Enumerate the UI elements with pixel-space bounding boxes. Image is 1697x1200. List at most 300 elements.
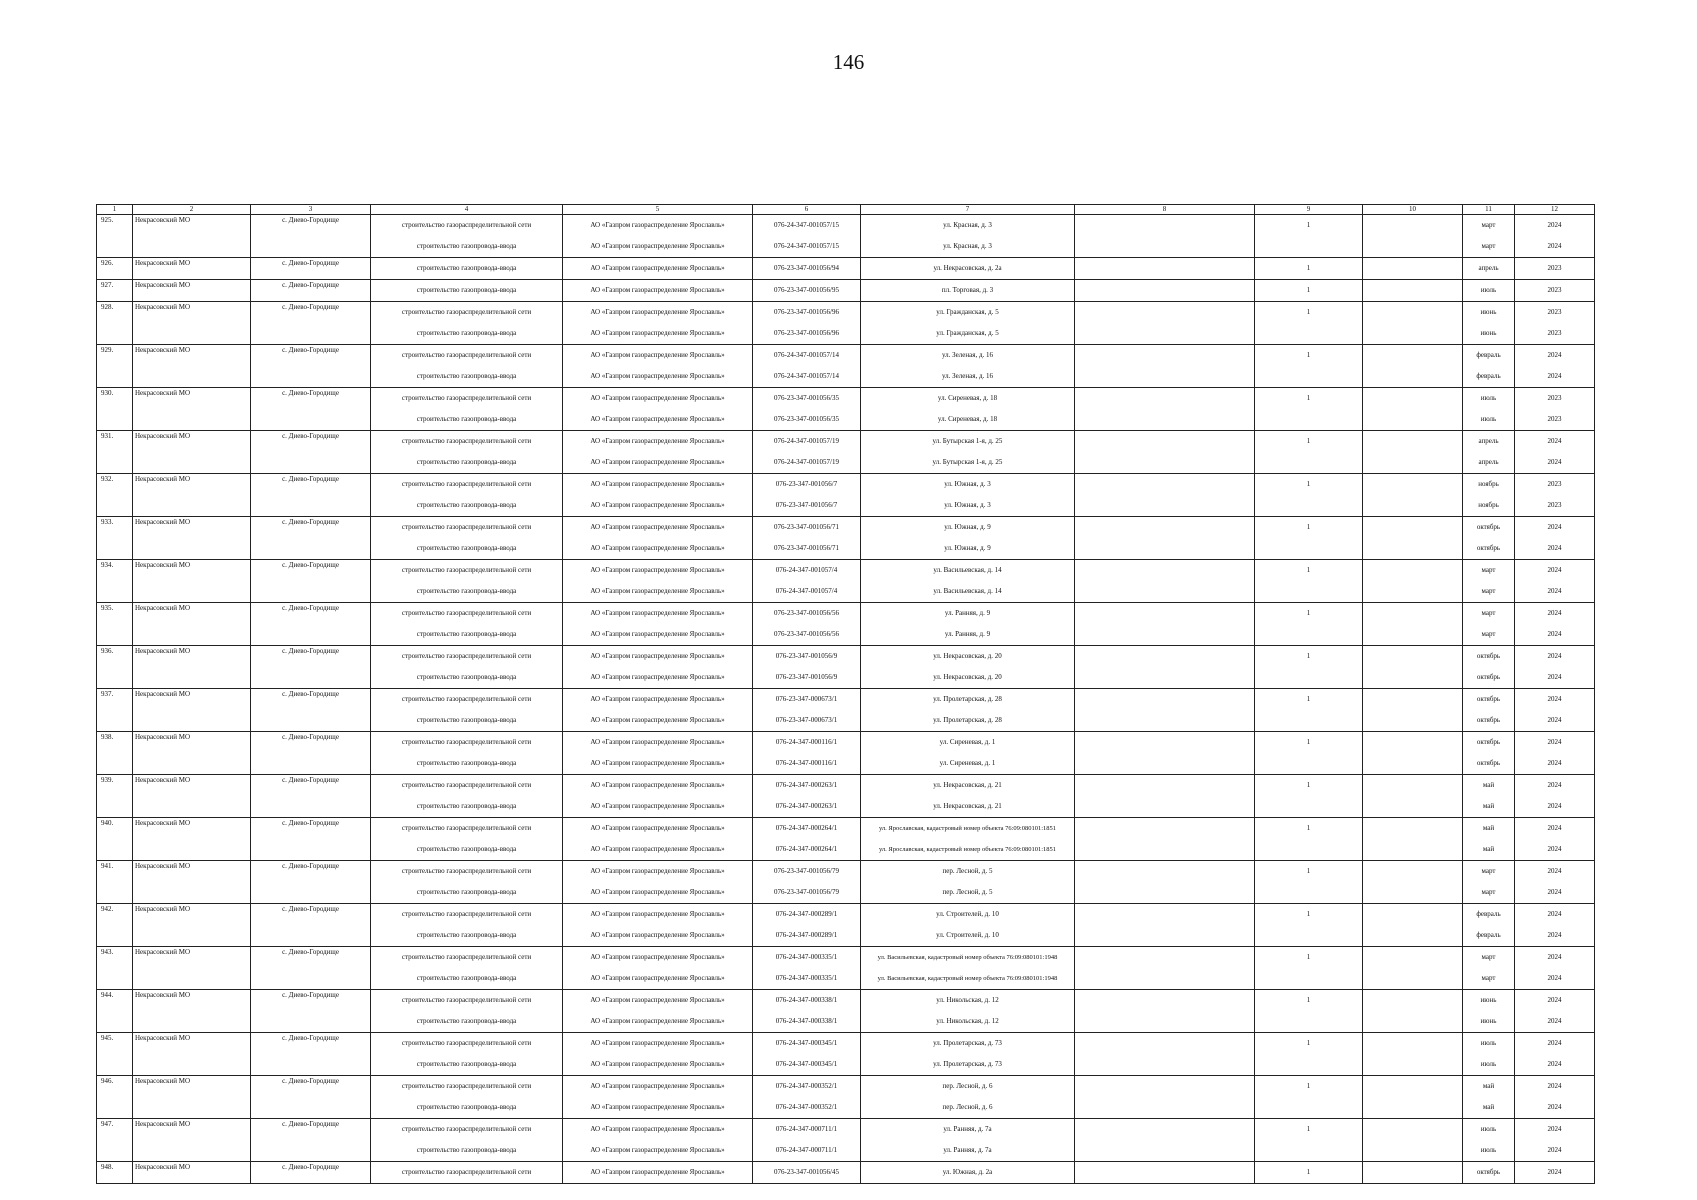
column-10-cell [1363, 1054, 1463, 1076]
quantity-cell [1255, 796, 1363, 818]
year-cell: 2023 [1515, 495, 1595, 517]
month-cell: март [1463, 215, 1515, 237]
month-cell: март [1463, 236, 1515, 258]
locality-cell: с. Диево-Городище [251, 388, 371, 410]
district-cell [133, 882, 251, 904]
quantity-cell [1255, 667, 1363, 689]
column-10-cell [1363, 1140, 1463, 1162]
month-cell: март [1463, 882, 1515, 904]
quantity-cell [1255, 323, 1363, 345]
organization-cell: АО «Газпром газораспределение Ярославль» [563, 409, 753, 431]
quantity-cell [1255, 1097, 1363, 1119]
locality-cell: с. Диево-Городище [251, 1076, 371, 1098]
quantity-cell [1255, 925, 1363, 947]
month-cell: октябрь [1463, 538, 1515, 560]
column-number-12: 12 [1515, 205, 1595, 215]
year-cell: 2024 [1515, 603, 1595, 625]
district-cell: Некрасовский МО [133, 990, 251, 1012]
column-8-cell [1075, 1140, 1255, 1162]
district-cell: Некрасовский МО [133, 775, 251, 797]
address-cell: ул. Ярославская, кадастровый номер объекта 76:09:080101:1851 [861, 818, 1075, 840]
column-8-cell [1075, 667, 1255, 689]
organization-cell: АО «Газпром газораспределение Ярославль» [563, 775, 753, 797]
row-number: 942. [97, 904, 133, 926]
district-cell: Некрасовский МО [133, 1076, 251, 1098]
address-cell: ул. Южная, д. 3 [861, 495, 1075, 517]
locality-cell: с. Диево-Городище [251, 775, 371, 797]
row-number [97, 495, 133, 517]
quantity-cell: 1 [1255, 775, 1363, 797]
request-code-cell: 076-23-347-001056/71 [753, 517, 861, 539]
row-number: 946. [97, 1076, 133, 1098]
year-cell: 2024 [1515, 215, 1595, 237]
district-cell [133, 624, 251, 646]
locality-cell [251, 667, 371, 689]
organization-cell: АО «Газпром газораспределение Ярославль» [563, 904, 753, 926]
row-number: 935. [97, 603, 133, 625]
address-cell: ул. Южная, д. 9 [861, 538, 1075, 560]
request-code-cell: 076-24-347-000264/1 [753, 839, 861, 861]
address-cell: пер. Лесной, д. 6 [861, 1076, 1075, 1098]
work-type-cell: строительство газопровода-ввода [371, 495, 563, 517]
district-cell: Некрасовский МО [133, 1119, 251, 1141]
locality-cell [251, 710, 371, 732]
column-8-cell [1075, 474, 1255, 496]
organization-cell: АО «Газпром газораспределение Ярославль» [563, 646, 753, 668]
organization-cell: АО «Газпром газораспределение Ярославль» [563, 323, 753, 345]
row-number: 940. [97, 818, 133, 840]
locality-cell [251, 236, 371, 258]
district-cell [133, 323, 251, 345]
column-10-cell [1363, 236, 1463, 258]
work-type-cell: строительство газопровода-ввода [371, 624, 563, 646]
table-row [97, 947, 1595, 969]
work-type-cell: строительство газораспределительной сети [371, 775, 563, 797]
locality-cell: с. Диево-Городище [251, 258, 371, 280]
organization-cell: АО «Газпром газораспределение Ярославль» [563, 495, 753, 517]
row-number [97, 236, 133, 258]
quantity-cell: 1 [1255, 517, 1363, 539]
quantity-cell [1255, 236, 1363, 258]
column-10-cell [1363, 1119, 1463, 1141]
organization-cell: АО «Газпром газораспределение Ярославль» [563, 1033, 753, 1055]
year-cell: 2024 [1515, 624, 1595, 646]
organization-cell: АО «Газпром газораспределение Ярославль» [563, 947, 753, 969]
district-cell [133, 667, 251, 689]
work-type-cell: строительство газораспределительной сети [371, 560, 563, 582]
locality-cell [251, 1140, 371, 1162]
month-cell: февраль [1463, 345, 1515, 367]
row-number: 933. [97, 517, 133, 539]
table-row [97, 345, 1595, 367]
work-type-cell: строительство газопровода-ввода [371, 280, 563, 302]
column-8-cell [1075, 624, 1255, 646]
quantity-cell [1255, 1054, 1363, 1076]
work-type-cell: строительство газораспределительной сети [371, 1076, 563, 1098]
locality-cell: с. Диево-Городище [251, 215, 371, 237]
request-code-cell: 076-24-347-000116/1 [753, 732, 861, 754]
work-type-cell: строительство газораспределительной сети [371, 603, 563, 625]
table-row [97, 1033, 1595, 1055]
request-code-cell: 076-23-347-001056/56 [753, 603, 861, 625]
column-10-cell [1363, 689, 1463, 711]
work-type-cell: строительство газопровода-ввода [371, 1054, 563, 1076]
table-row [97, 882, 1595, 904]
month-cell: июль [1463, 1054, 1515, 1076]
year-cell: 2024 [1515, 581, 1595, 603]
column-8-cell [1075, 258, 1255, 280]
work-type-cell: строительство газопровода-ввода [371, 710, 563, 732]
district-cell: Некрасовский МО [133, 345, 251, 367]
column-10-cell [1363, 818, 1463, 840]
work-type-cell: строительство газораспределительной сети [371, 732, 563, 754]
column-10-cell [1363, 947, 1463, 969]
month-cell: июль [1463, 1140, 1515, 1162]
column-10-cell [1363, 710, 1463, 732]
locality-cell [251, 538, 371, 560]
table-row [97, 302, 1595, 324]
locality-cell [251, 323, 371, 345]
locality-cell: с. Диево-Городище [251, 861, 371, 883]
column-8-cell [1075, 452, 1255, 474]
column-8-cell [1075, 839, 1255, 861]
table-row [97, 1119, 1595, 1141]
quantity-cell: 1 [1255, 215, 1363, 237]
column-8-cell [1075, 581, 1255, 603]
table-row [97, 236, 1595, 258]
organization-cell: АО «Газпром газораспределение Ярославль» [563, 366, 753, 388]
organization-cell: АО «Газпром газораспределение Ярославль» [563, 1162, 753, 1184]
request-code-cell: 076-24-347-000345/1 [753, 1033, 861, 1055]
table-row [97, 968, 1595, 990]
column-10-cell [1363, 775, 1463, 797]
district-cell [133, 710, 251, 732]
table-row [97, 538, 1595, 560]
district-cell: Некрасовский МО [133, 431, 251, 453]
column-8-cell [1075, 796, 1255, 818]
quantity-cell [1255, 710, 1363, 732]
address-cell: ул. Бутырская 1-я, д. 25 [861, 452, 1075, 474]
year-cell: 2023 [1515, 409, 1595, 431]
column-10-cell [1363, 560, 1463, 582]
address-cell: ул. Ранняя, д. 7а [861, 1119, 1075, 1141]
address-cell: ул. Южная, д. 3 [861, 474, 1075, 496]
address-cell: ул. Южная, д. 9 [861, 517, 1075, 539]
work-type-cell: строительство газораспределительной сети [371, 904, 563, 926]
year-cell: 2024 [1515, 667, 1595, 689]
table-row [97, 388, 1595, 410]
work-type-cell: строительство газораспределительной сети [371, 474, 563, 496]
year-cell: 2024 [1515, 1162, 1595, 1184]
year-cell: 2024 [1515, 452, 1595, 474]
work-type-cell: строительство газораспределительной сети [371, 1162, 563, 1184]
column-number-2: 2 [133, 205, 251, 215]
table-row [97, 904, 1595, 926]
year-cell: 2024 [1515, 1054, 1595, 1076]
request-code-cell: 076-23-347-001056/45 [753, 1162, 861, 1184]
locality-cell: с. Диево-Городище [251, 947, 371, 969]
locality-cell: с. Диево-Городище [251, 1119, 371, 1141]
column-10-cell [1363, 323, 1463, 345]
table-row [97, 258, 1595, 280]
address-cell: ул. Строителей, д. 10 [861, 904, 1075, 926]
organization-cell: АО «Газпром газораспределение Ярославль» [563, 882, 753, 904]
gasification-table [96, 204, 1595, 1184]
row-number: 945. [97, 1033, 133, 1055]
table-row [97, 431, 1595, 453]
table-row [97, 624, 1595, 646]
locality-cell: с. Диево-Городище [251, 517, 371, 539]
year-cell: 2024 [1515, 732, 1595, 754]
row-number [97, 796, 133, 818]
year-cell: 2024 [1515, 1097, 1595, 1119]
organization-cell: АО «Газпром газораспределение Ярославль» [563, 624, 753, 646]
request-code-cell: 076-24-347-000711/1 [753, 1140, 861, 1162]
table-row [97, 667, 1595, 689]
request-code-cell: 076-24-347-000263/1 [753, 775, 861, 797]
address-cell: ул. Васильевская, кадастровый номер объекта 76:09:080101:1948 [861, 968, 1075, 990]
district-cell: Некрасовский МО [133, 1033, 251, 1055]
work-type-cell: строительство газопровода-ввода [371, 667, 563, 689]
column-10-cell [1363, 624, 1463, 646]
month-cell: март [1463, 947, 1515, 969]
column-8-cell [1075, 345, 1255, 367]
column-10-cell [1363, 904, 1463, 926]
request-code-cell: 076-24-347-001057/19 [753, 452, 861, 474]
month-cell: апрель [1463, 431, 1515, 453]
request-code-cell: 076-24-347-000263/1 [753, 796, 861, 818]
request-code-cell: 076-24-347-000338/1 [753, 1011, 861, 1033]
row-number: 944. [97, 990, 133, 1012]
table-row [97, 1097, 1595, 1119]
request-code-cell: 076-24-347-000711/1 [753, 1119, 861, 1141]
district-cell: Некрасовский МО [133, 689, 251, 711]
table-row [97, 990, 1595, 1012]
month-cell: октябрь [1463, 732, 1515, 754]
district-cell: Некрасовский МО [133, 1162, 251, 1184]
request-code-cell: 076-23-347-001056/7 [753, 495, 861, 517]
row-number [97, 409, 133, 431]
row-number: 938. [97, 732, 133, 754]
month-cell: март [1463, 560, 1515, 582]
work-type-cell: строительство газораспределительной сети [371, 818, 563, 840]
work-type-cell: строительство газопровода-ввода [371, 753, 563, 775]
column-10-cell [1363, 1033, 1463, 1055]
row-number: 947. [97, 1119, 133, 1141]
column-8-cell [1075, 968, 1255, 990]
column-8-cell [1075, 236, 1255, 258]
year-cell: 2024 [1515, 925, 1595, 947]
year-cell: 2024 [1515, 1119, 1595, 1141]
month-cell: апрель [1463, 452, 1515, 474]
month-cell: июль [1463, 1033, 1515, 1055]
table-row [97, 1162, 1595, 1184]
organization-cell: АО «Газпром газораспределение Ярославль» [563, 345, 753, 367]
locality-cell: с. Диево-Городище [251, 603, 371, 625]
column-8-cell [1075, 388, 1255, 410]
address-cell: пл. Торговая, д. 3 [861, 280, 1075, 302]
month-cell: октябрь [1463, 646, 1515, 668]
address-cell: ул. Гражданская, д. 5 [861, 323, 1075, 345]
organization-cell: АО «Газпром газораспределение Ярославль» [563, 1097, 753, 1119]
column-10-cell [1363, 495, 1463, 517]
organization-cell: АО «Газпром газораспределение Ярославль» [563, 581, 753, 603]
request-code-cell: 076-24-347-000264/1 [753, 818, 861, 840]
table-row [97, 710, 1595, 732]
address-cell: ул. Зеленая, д. 16 [861, 366, 1075, 388]
request-code-cell: 076-24-347-001057/4 [753, 581, 861, 603]
request-code-cell: 076-24-347-001057/4 [753, 560, 861, 582]
column-8-cell [1075, 302, 1255, 324]
address-cell: ул. Сиреневая, д. 1 [861, 753, 1075, 775]
row-number [97, 366, 133, 388]
request-code-cell: 076-23-347-001056/96 [753, 302, 861, 324]
table-row [97, 603, 1595, 625]
row-number [97, 667, 133, 689]
column-10-cell [1363, 409, 1463, 431]
year-cell: 2024 [1515, 990, 1595, 1012]
column-10-cell [1363, 581, 1463, 603]
table-row [97, 1140, 1595, 1162]
organization-cell: АО «Газпром газораспределение Ярославль» [563, 258, 753, 280]
district-cell [133, 452, 251, 474]
table-row [97, 215, 1595, 237]
district-cell [133, 236, 251, 258]
column-10-cell [1363, 302, 1463, 324]
district-cell: Некрасовский МО [133, 603, 251, 625]
quantity-cell: 1 [1255, 560, 1363, 582]
table-row [97, 689, 1595, 711]
column-8-cell [1075, 775, 1255, 797]
district-cell: Некрасовский МО [133, 732, 251, 754]
month-cell: март [1463, 968, 1515, 990]
year-cell: 2024 [1515, 753, 1595, 775]
work-type-cell: строительство газораспределительной сети [371, 345, 563, 367]
address-cell: ул. Никольская, д. 12 [861, 990, 1075, 1012]
year-cell: 2024 [1515, 366, 1595, 388]
month-cell: октябрь [1463, 710, 1515, 732]
quantity-cell: 1 [1255, 689, 1363, 711]
column-8-cell [1075, 990, 1255, 1012]
quantity-cell: 1 [1255, 732, 1363, 754]
district-cell [133, 538, 251, 560]
quantity-cell: 1 [1255, 474, 1363, 496]
quantity-cell: 1 [1255, 258, 1363, 280]
column-10-cell [1363, 753, 1463, 775]
table-row [97, 861, 1595, 883]
year-cell: 2024 [1515, 689, 1595, 711]
column-8-cell [1075, 431, 1255, 453]
year-cell: 2024 [1515, 517, 1595, 539]
column-number-1: 1 [97, 205, 133, 215]
locality-cell [251, 882, 371, 904]
column-8-cell [1075, 689, 1255, 711]
district-cell: Некрасовский МО [133, 818, 251, 840]
district-cell [133, 1011, 251, 1033]
organization-cell: АО «Газпром газораспределение Ярославль» [563, 1054, 753, 1076]
district-cell [133, 366, 251, 388]
column-number-4: 4 [371, 205, 563, 215]
request-code-cell: 076-24-347-001057/15 [753, 215, 861, 237]
column-10-cell [1363, 1011, 1463, 1033]
quantity-cell: 1 [1255, 603, 1363, 625]
month-cell: май [1463, 775, 1515, 797]
quantity-cell: 1 [1255, 947, 1363, 969]
row-number: 936. [97, 646, 133, 668]
address-cell: ул. Васильевская, кадастровый номер объекта 76:09:080101:1948 [861, 947, 1075, 969]
row-number: 937. [97, 689, 133, 711]
organization-cell: АО «Газпром газораспределение Ярославль» [563, 710, 753, 732]
column-10-cell [1363, 452, 1463, 474]
address-cell: ул. Ранняя, д. 9 [861, 624, 1075, 646]
work-type-cell: строительство газораспределительной сети [371, 215, 563, 237]
month-cell: октябрь [1463, 689, 1515, 711]
district-cell [133, 1140, 251, 1162]
work-type-cell: строительство газопровода-ввода [371, 236, 563, 258]
table-row [97, 796, 1595, 818]
table-row [97, 753, 1595, 775]
table-row [97, 775, 1595, 797]
request-code-cell: 076-23-347-001056/7 [753, 474, 861, 496]
address-cell: ул. Некрасовская, д. 21 [861, 796, 1075, 818]
column-8-cell [1075, 1097, 1255, 1119]
district-cell: Некрасовский МО [133, 388, 251, 410]
request-code-cell: 076-24-347-001057/15 [753, 236, 861, 258]
row-number: 948. [97, 1162, 133, 1184]
request-code-cell: 076-24-347-000335/1 [753, 968, 861, 990]
request-code-cell: 076-23-347-001056/9 [753, 667, 861, 689]
request-code-cell: 076-24-347-000289/1 [753, 904, 861, 926]
month-cell: июнь [1463, 302, 1515, 324]
year-cell: 2024 [1515, 1011, 1595, 1033]
organization-cell: АО «Газпром газораспределение Ярославль» [563, 603, 753, 625]
column-10-cell [1363, 366, 1463, 388]
address-cell: ул. Строителей, д. 10 [861, 925, 1075, 947]
year-cell: 2024 [1515, 818, 1595, 840]
column-10-cell [1363, 968, 1463, 990]
work-type-cell: строительство газораспределительной сети [371, 689, 563, 711]
column-10-cell [1363, 517, 1463, 539]
month-cell: ноябрь [1463, 495, 1515, 517]
address-cell: ул. Гражданская, д. 5 [861, 302, 1075, 324]
table-row [97, 517, 1595, 539]
request-code-cell: 076-24-347-000352/1 [753, 1097, 861, 1119]
column-8-cell [1075, 1162, 1255, 1184]
column-8-cell [1075, 538, 1255, 560]
row-number: 928. [97, 302, 133, 324]
column-8-cell [1075, 1119, 1255, 1141]
locality-cell: с. Диево-Городище [251, 646, 371, 668]
month-cell: октябрь [1463, 1162, 1515, 1184]
table-row [97, 280, 1595, 302]
quantity-cell [1255, 882, 1363, 904]
district-cell [133, 581, 251, 603]
column-8-cell [1075, 861, 1255, 883]
table-row [97, 646, 1595, 668]
address-cell: ул. Пролетарская, д. 28 [861, 710, 1075, 732]
locality-cell [251, 839, 371, 861]
locality-cell [251, 1054, 371, 1076]
address-cell: ул. Некрасовская, д. 20 [861, 646, 1075, 668]
quantity-cell [1255, 968, 1363, 990]
row-number [97, 839, 133, 861]
organization-cell: АО «Газпром газораспределение Ярославль» [563, 280, 753, 302]
table-row [97, 560, 1595, 582]
column-number-8: 8 [1075, 205, 1255, 215]
locality-cell [251, 409, 371, 431]
column-number-7: 7 [861, 205, 1075, 215]
column-number-3: 3 [251, 205, 371, 215]
